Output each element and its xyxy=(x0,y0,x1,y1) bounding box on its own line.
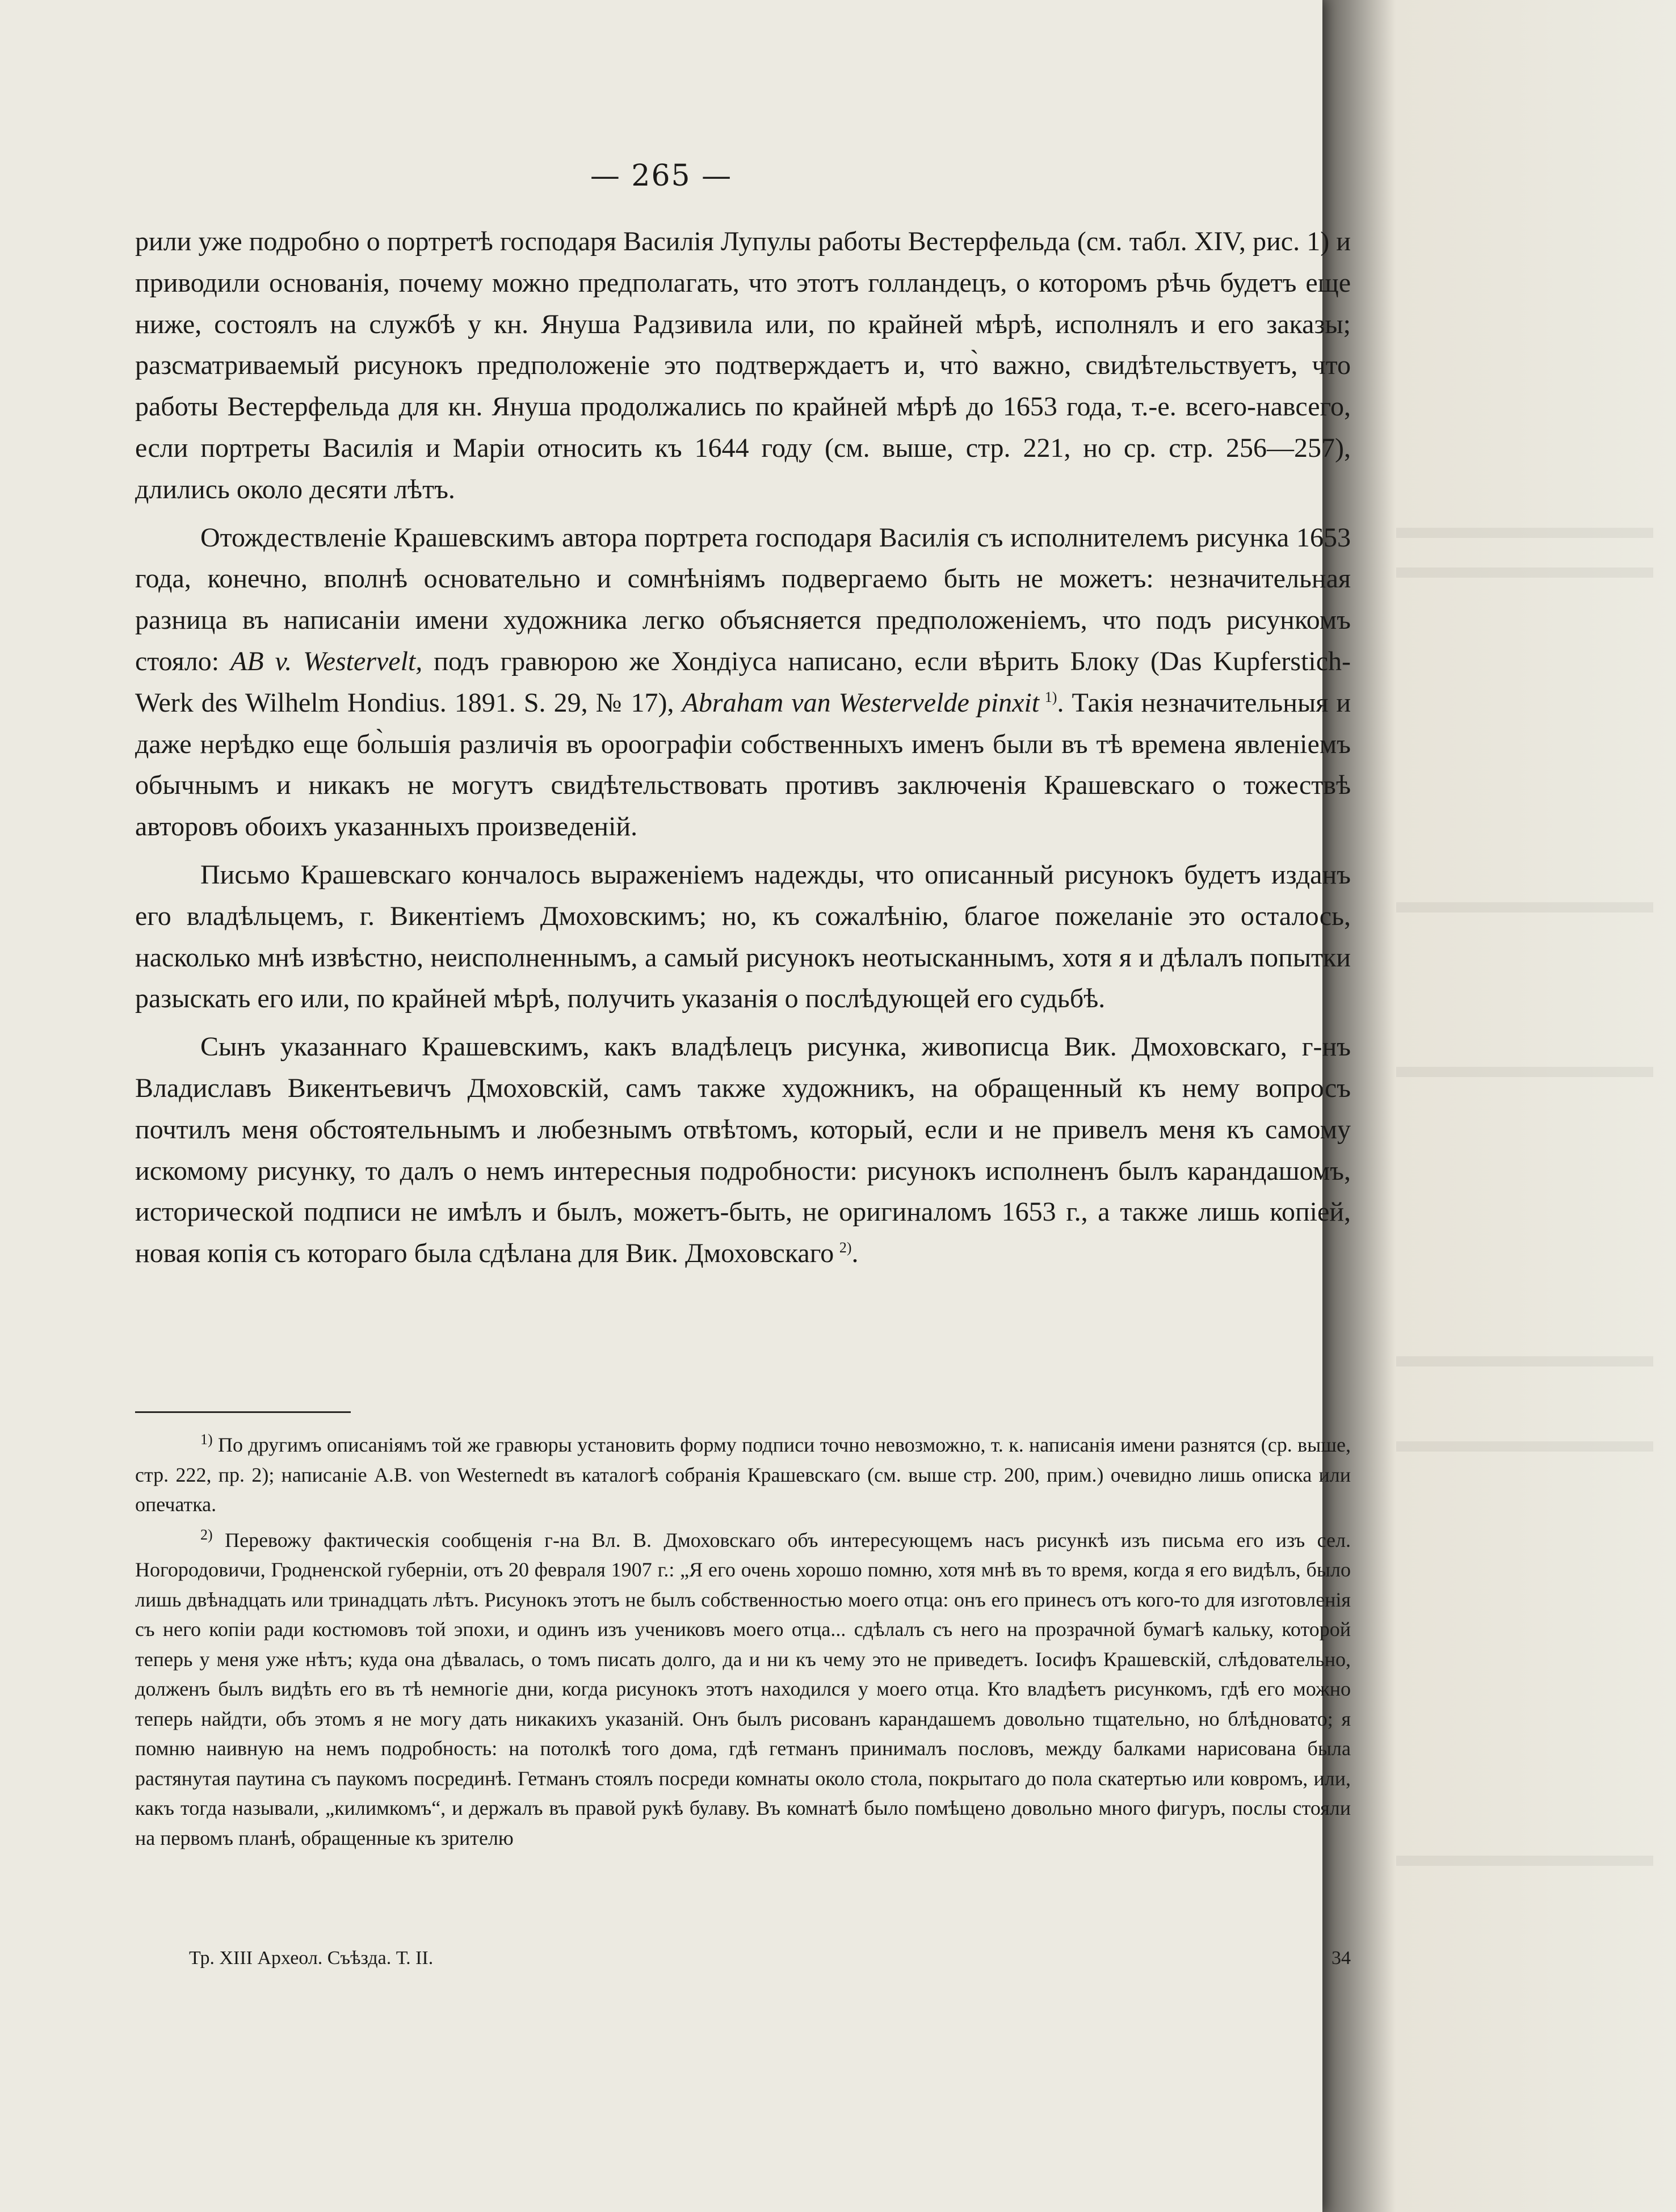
paragraph-1: рили уже подробно о портретѣ господаря Василія Лупулы работы Вестерфельда (см. табл. XIV, рис. 1) и приводили основанія, почему можно предполагать, что этотъ голландецъ, о которомъ рѣчь будетъ еще ниже, состоялъ на службѣ у кн. Януша Радзивила или, по крайней мѣрѣ, исполнялъ и его заказы; разсматриваемый рисунокъ предположеніе это подтверждаетъ и, что̀ важно, свидѣтельствуетъ, что работы Вестерфельда для кн. Януша продолжались по крайней мѣрѣ до 1653 года, т.-е. всего-навсего, если портреты Василія и Маріи относить къ 1644 году (см. выше, стр. 221, но ср. стр. 256—257), длились около десяти лѣтъ. xyxy=(135,226,1351,504)
paragraph-2-part-3: . Такія незначительныя и даже нерѣдко еще бо̀льшія различія въ ороографіи собственныхъ именъ были въ тѣ времена явленіемъ обычнымъ и никакъ не могутъ свидѣтельствовать противъ заключенія Крашевскаго о тожествѣ авторовъ обоихъ указанныхъ произведеній. xyxy=(135,687,1351,842)
paragraph-2 xyxy=(135,518,1351,848)
footnote-1-text: По другимъ описаніямъ той же гравюры установить форму подписи точно невозможно, т. к. написанія имени разнятся (ср. выше, стр. 222, пр. 2); написаніе A.B. von Westernedt въ каталогѣ собранія Крашевскаго (см. выше стр. 200, прим.) очевидно лишь описка или опечатка. xyxy=(135,1433,1351,1516)
signature-variant-2: Abraham van Westervelde pinxit xyxy=(682,687,1040,718)
paragraph-2-part-2: подъ гравюрою же Хондіуса написано, если вѣрить Блоку (Das Kupferstich-Werk des Wilhelm Hondius. 1891. S. 29, № 17), xyxy=(135,646,1351,718)
paragraph-2-part-1: Отождествленіе Крашевскимъ автора портрета господаря Василія съ исполнителемъ рисунка 1653 года, конечно, вполнѣ основательно и сомнѣніямъ подвергаемо быть не можетъ: незначительная разница въ написаніи имени художника легко объясняется предположеніемъ, что подъ рисункомъ стояло: xyxy=(135,522,1351,676)
footnote-2-text: Перевожу фактическія сообщенія г-на Вл. В. Дмоховскаго объ интересующемъ насъ рисункѣ изъ письма его изъ сел. Ногородовичи, Гродненской губерніи, отъ 20 февраля 1907 г.: „Я его очень хорошо помню, хотя мнѣ въ то время, когда я его видѣлъ, было лишь двѣнадцать или тринадцать лѣтъ. Рисунокъ этотъ не былъ собственностью моего отца: онъ его принесъ отъ кого-то для изготовленія съ него копіи ради костюмовъ той эпохи, и одинъ изъ учениковъ моего отца... сдѣлалъ съ него на прозрачной бумагѣ кальку, которой теперь у меня уже нѣтъ; куда она дѣвалась, о томъ писать долго, да и ни къ чему это не приведетъ. Іосифъ Крашевскій, слѣдовательно, долженъ былъ видѣть его въ тѣ немногіе дни, когда рисунокъ этотъ находился у моего отца. Кто владѣетъ рисункомъ, гдѣ его можно теперь найдти, объ этомъ я не могу дать никакихъ указаній. Онъ былъ рисованъ карандашемъ довольно тщательно, но блѣдновато; я помню наивную на немъ подробность: на потолкѣ того дома, гдѣ гетманъ принималъ пословъ, между балками нарисована была растянутая паутина съ паукомъ посрединѣ. Гетманъ стоялъ посреди комнаты около стола, покрытаго до пола скатертью или ковромъ, или, какъ тогда называли, „килимкомъ“, и держалъ въ правой рукѣ булаву. Въ комнатѣ было помѣщено довольно много фигуръ, послы стояли на первомъ планѣ, обращенные къ зрителю xyxy=(135,1528,1351,1849)
footnote-divider xyxy=(135,1411,351,1413)
footnotes xyxy=(135,1430,1351,1858)
paragraph-3: Письмо Крашевскаго кончалось выраженіемъ надежды, что описанный рисунокъ будетъ изданъ его владѣльцемъ, г. Викентіемъ Дмоховскимъ; но, къ сожалѣнію, благое пожеланіе это осталось, насколько мнѣ извѣстно, неисполненнымъ, а самый рисунокъ неотысканнымъ, хотя я и дѣлалъ попытки разыскать его или, по крайней мѣрѣ, получить указанія о послѣдующей его судьбѣ. xyxy=(135,859,1351,1014)
footnote-2 xyxy=(135,1525,1351,1853)
facing-page-edge xyxy=(1317,0,1676,2212)
footnote-1-mark: 1) xyxy=(200,1431,213,1448)
signature-number: 34 xyxy=(1331,1948,1351,1969)
footnote-ref-1: 1) xyxy=(1044,688,1057,705)
paragraph-4-tail: . xyxy=(851,1238,859,1269)
footnote-2-mark: 2) xyxy=(200,1526,213,1543)
paragraph-4-text: Сынъ указаннаго Крашевскимъ, какъ владѣлецъ рисунка, живописца Вик. Дмоховскаго, г-нъ Владиславъ Викентьевичъ Дмоховскій, самъ также художникъ, на обращенный къ нему вопросъ почтилъ меня обстоятельнымъ и любезнымъ отвѣтомъ, который, если и не привелъ меня къ самому искомому рисунку, то далъ о немъ интересныя подробности: рисунокъ исполненъ былъ карандашомъ, исторической подписи не имѣлъ и былъ, можетъ-быть, не оригиналомъ 1653 г., а также лишь копіей, новая копія съ котораго была сдѣлана для Вик. Дмоховскаго xyxy=(135,1032,1351,1269)
footnote-ref-2: 2) xyxy=(839,1239,852,1256)
signature-mark: Тр. XIII Археол. Съѣзда. Т. II. xyxy=(189,1948,434,1969)
main-text xyxy=(135,221,1351,1281)
page-number: — 265 — xyxy=(590,159,733,193)
paragraph-4 xyxy=(135,1027,1351,1275)
footnote-1 xyxy=(135,1430,1351,1520)
signature-line xyxy=(135,1948,1351,1976)
signature-variant-1: AB v. Westervelt, xyxy=(230,646,423,676)
